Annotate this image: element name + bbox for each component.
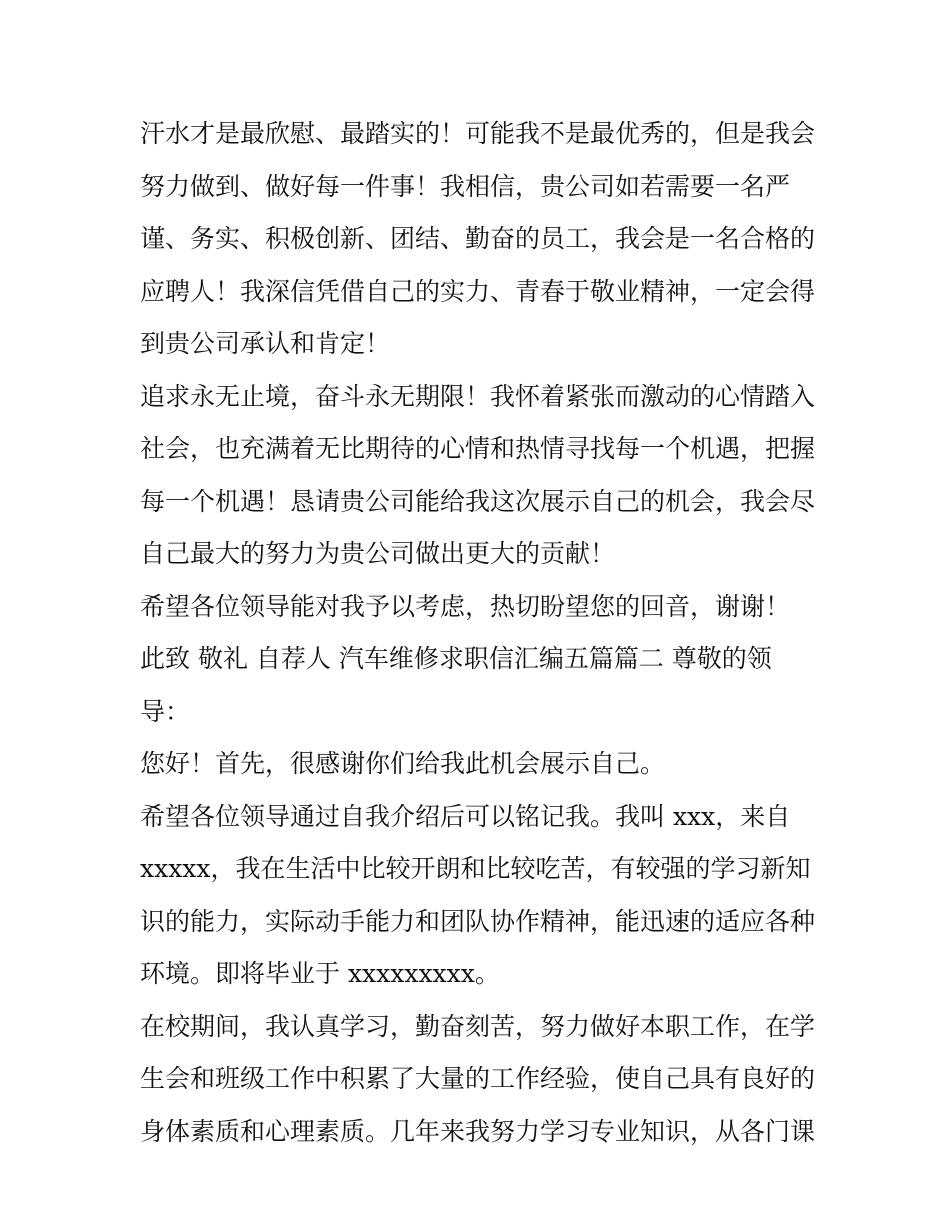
text-line: 社会，也充满着无比期待的心情和热情寻找每一个机遇，把握 [140, 434, 816, 463]
text-line: 自己最大的努力为贵公司做出更大的贡献！ [140, 539, 616, 568]
text-line: 追求永无止境，奋斗永无期限！我怀着紧张而激动的心情踏入 [140, 381, 816, 411]
text-line: 汗水才是最欣慰、最踏实的！可能我不是最优秀的，但是我会 [140, 119, 816, 148]
text-line: 希望各位领导通过自我介绍后可以铭记我。我叫 xxx，来自 [140, 801, 791, 831]
text-line: 识的能力，实际动手能力和团队协作精神，能迅速的适应各种 [140, 906, 816, 936]
text-line: 到贵公司承认和肯定！ [140, 329, 391, 358]
text-line: 生会和班级工作中积累了大量的工作经验，使自己具有良好的 [140, 1064, 816, 1093]
text-line: 身体素质和心理素质。几年来我努力学习专业知识，从各门课 [140, 1116, 816, 1146]
text-line: 在校期间，我认真学习，勤奋刻苦，努力做好本职工作，在学 [140, 1011, 816, 1041]
text-line: 每一个机遇！恳请贵公司能给我这次展示自己的机会，我会尽 [140, 486, 816, 516]
text-line: 谨、务实、积极创新、团结、勤奋的员工，我会是一名合格的 [140, 224, 816, 253]
text-line: xxxxx，我在生活中比较开朗和比较吃苦，有较强的学习新知 [140, 854, 811, 883]
text-line: 应聘人！我深信凭借自己的实力、青春于敬业精神，一定会得 [140, 276, 816, 306]
text-line: 环境。即将毕业于 xxxxxxxxx。 [140, 959, 500, 988]
text-line: 您好！首先，很感谢你们给我此机会展示自己。 [140, 749, 666, 778]
text-line: 导： [140, 696, 191, 726]
text-line: 希望各位领导能对我予以考虑，热切盼望您的回音，谢谢！ [140, 591, 791, 621]
document-body [140, 108, 820, 1158]
text-line: 努力做到、做好每一件事！我相信，贵公司如若需要一名严 [140, 171, 791, 201]
text-line: 此致 敬礼 自荐人 汽车维修求职信汇编五篇篇二 尊敬的领 [140, 644, 772, 673]
